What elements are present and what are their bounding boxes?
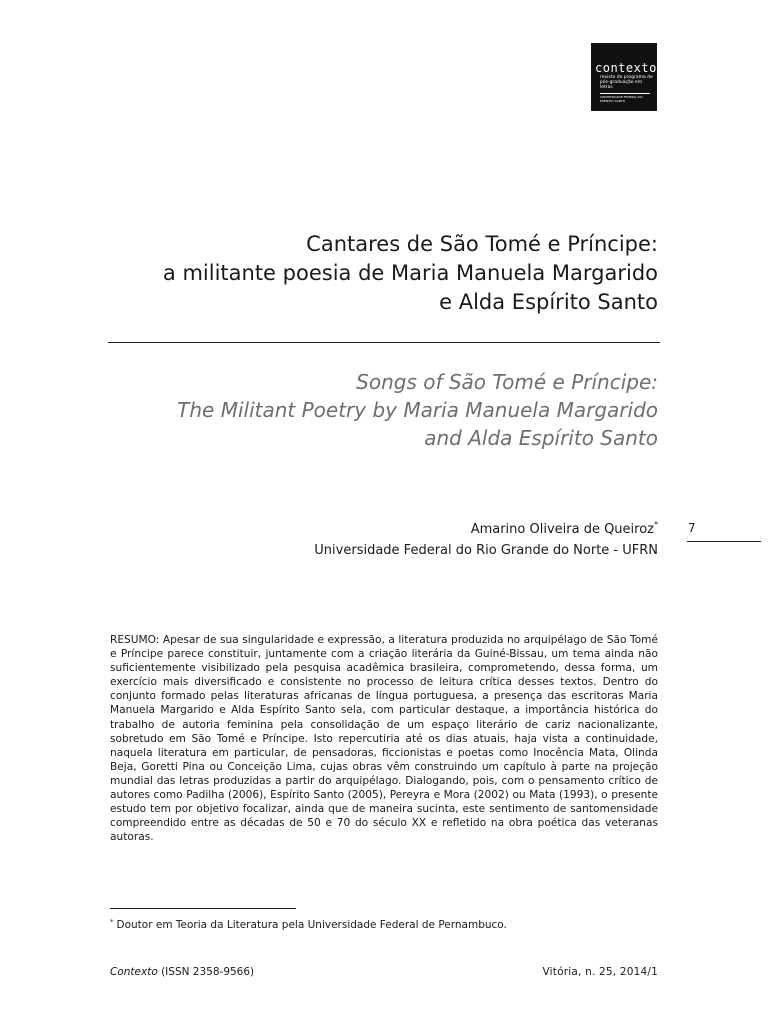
title-line-2: a militante poesia de Maria Manuela Margarido	[162, 261, 658, 285]
author-footnote-marker[interactable]: *	[654, 520, 658, 529]
subtitle-line-2: The Militant Poetry by Maria Manuela Margarido	[177, 398, 658, 422]
logo-divider	[600, 93, 650, 94]
logo-subtitle-1: revista do programa de	[600, 75, 653, 80]
author-affiliation: Universidade Federal do Rio Grande do Norte - UFRN	[314, 543, 658, 558]
title-line-1: Cantares de São Tomé e Príncipe:	[306, 232, 658, 256]
title-divider	[108, 342, 660, 343]
logo-name: contexto	[595, 61, 657, 75]
logo-university: UNIVERSIDADE FEDERAL DO ESPÍRITO SANTO	[600, 95, 643, 103]
footer-issn: (ISSN 2358-9566)	[157, 966, 255, 978]
english-title	[98, 368, 658, 452]
abstract: RESUMO: Apesar de sua singularidade e expressão, a literatura produzida no arquipélago de São Tomé e Príncipe parece constituir, juntamente com a criação literária da Guiné-Bissau, um tema ainda não suficientemente visibilizado pela pesquisa acadêmica brasileira, comprometendo, dessa forma, um exercício mais diversificado e consistente no processo de leitura crítica desses textos. Dentro do conjunto formado pelas literaturas africanas de língua portuguesa, a presença das escritoras Maria Manuela Margarido e Alda Espírito Santo sela, com particular destaque, a importância histórica do trabalho de autoria feminina pela consolidação de um espaço literário de cariz nacionalizante, sobretudo em São Tomé e Príncipe. Isto repercutiria até os dias atuais, haja vista a continuidade, naquela literatura em particular, de pensadoras, ficcionistas e poetas como Inocência Mata, Olinda Beja, Goretti Pina ou Conceição Lima, cujas obras vêm construindo um capítulo à parte na projeção mundial das letras produzidas a partir do arquipélago. Dialogando, pois, com o pensamento crítico de autores como Padilha (2006), Espírito Santo (2005), Pereyra e Mora (2002) ou Mata (1993), o presente estudo tem por objetivo focalizar, ainda que de maneira sucinta, este sentimento de santomensidade compreendido entre as décadas de 50 e 70 do século XX e refletido na obra poética das veteranas autoras.	[110, 634, 658, 844]
footer-journal-name: Contexto	[110, 966, 158, 978]
logo-subtitle-2: pós-graduação em letras	[600, 80, 643, 90]
page-number: 7	[688, 521, 696, 535]
title-line-3: e Alda Espírito Santo	[439, 290, 658, 314]
footnote	[110, 915, 507, 932]
article-title	[98, 230, 658, 317]
subtitle-line-3: and Alda Espírito Santo	[424, 426, 658, 450]
subtitle-line-1: Songs of São Tomé e Príncipe:	[356, 370, 658, 394]
footer-journal	[110, 966, 254, 978]
footnote-divider	[110, 908, 296, 909]
journal-logo	[591, 43, 657, 111]
author-block	[314, 514, 658, 561]
author-line	[314, 514, 658, 540]
footer-issue: Vitória, n. 25, 2014/1	[542, 966, 658, 978]
author-name: Amarino Oliveira de Queiroz	[470, 522, 654, 537]
footnote-marker: *	[110, 918, 114, 926]
page-number-rule	[687, 541, 761, 542]
footnote-text: Doutor em Teoria da Literatura pela Universidade Federal de Pernambuco.	[116, 919, 507, 931]
